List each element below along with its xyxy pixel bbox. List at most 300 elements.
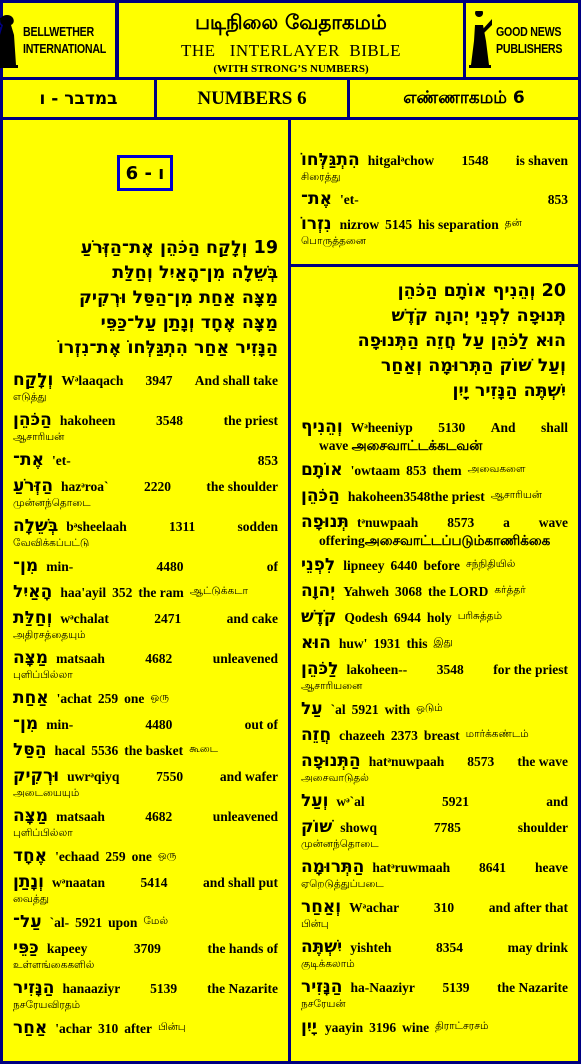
gloss-part: one bbox=[124, 691, 145, 706]
word-entry bbox=[291, 1017, 578, 1037]
bellwether-logo-text bbox=[23, 23, 106, 57]
word-line bbox=[13, 806, 278, 826]
gloss bbox=[350, 940, 568, 956]
gloss-part: shoulder bbox=[517, 820, 568, 835]
gloss-part: the shoulder bbox=[206, 479, 278, 494]
strongs-number: 8641 bbox=[479, 860, 507, 875]
hebrew-word: אַחַת bbox=[13, 688, 49, 708]
word-line bbox=[13, 450, 278, 470]
hebrew-word: אוֹתָם bbox=[301, 460, 343, 480]
strongs-number: 310 bbox=[98, 1021, 119, 1036]
tamil-gloss: வேவிக்கப்பட்டு bbox=[13, 537, 90, 549]
gloss bbox=[348, 489, 568, 505]
title-main: THE INTERLAYER BIBLE bbox=[180, 41, 402, 60]
word-line bbox=[301, 791, 568, 811]
strongs-number: 853 bbox=[257, 453, 278, 468]
gloss-part: and shall put bbox=[202, 875, 278, 890]
gloss-part: the Nazarite bbox=[207, 981, 278, 996]
gloss-part: breast bbox=[423, 728, 460, 743]
tamil-gloss: ஒரு bbox=[157, 849, 177, 861]
strongs-number: 7785 bbox=[433, 820, 461, 835]
logo-line-2: PUBLISHERS bbox=[496, 41, 563, 56]
hebrew-word: מִן־ bbox=[13, 556, 39, 576]
strongs-number: 3709 bbox=[133, 941, 161, 956]
strongs-number: 5921 bbox=[75, 915, 103, 930]
word-line bbox=[301, 555, 568, 575]
word-line bbox=[301, 417, 568, 437]
strongs-number: 310 bbox=[433, 900, 455, 915]
hebrew-word: יָיִן bbox=[301, 1017, 317, 1037]
strongs-number: 3947 bbox=[145, 373, 173, 388]
strongs-number: 3196 bbox=[369, 1020, 397, 1035]
strongs-number: 5130 bbox=[438, 420, 466, 435]
hebrew-word: נִזְרוֹ bbox=[301, 214, 332, 234]
gloss-part: wine bbox=[402, 1020, 430, 1035]
gloss-part: may drink bbox=[507, 940, 568, 955]
gloss-part: after bbox=[124, 1021, 153, 1036]
word-line bbox=[301, 607, 568, 627]
hebrew-word: מַצָּה bbox=[13, 648, 49, 668]
strongs-number: 1311 bbox=[168, 519, 196, 534]
gloss-part: with bbox=[384, 702, 411, 717]
word-line bbox=[13, 608, 278, 628]
gloss bbox=[60, 413, 278, 429]
word-entry bbox=[3, 450, 288, 470]
strongs-number: 6440 bbox=[390, 558, 418, 573]
strongs-number: 3068 bbox=[394, 584, 422, 599]
gloss-part: Wᵊlaaqach bbox=[61, 373, 124, 388]
strongs-number: 4480 bbox=[156, 559, 184, 574]
word-entry bbox=[291, 817, 578, 851]
strongs-number: 259 bbox=[97, 691, 119, 706]
word-line bbox=[301, 581, 568, 601]
gloss bbox=[46, 559, 278, 575]
strongs-number: 6944 bbox=[393, 610, 421, 625]
tamil-gloss: மேல் bbox=[143, 915, 169, 927]
tamil-gloss: முன்னந்தொடை bbox=[13, 497, 91, 509]
strongs-number: 4480 bbox=[145, 717, 173, 732]
gloss bbox=[369, 754, 568, 770]
word-entry bbox=[291, 555, 578, 575]
gloss bbox=[343, 584, 568, 600]
gloss-part: unleavened bbox=[212, 651, 278, 666]
gloss bbox=[56, 809, 278, 825]
strongs-number: 853 bbox=[406, 463, 427, 478]
word-entry bbox=[3, 846, 288, 866]
hebrew-word: הִתְגַּלְּחוֹ bbox=[301, 150, 360, 170]
strongs-number: 5145 bbox=[385, 217, 413, 232]
gloss bbox=[55, 743, 278, 759]
gloss-part: holy bbox=[426, 610, 452, 625]
hebrew-word: הַכֹּהֵן bbox=[13, 410, 52, 430]
word-entry bbox=[3, 740, 288, 760]
hebrew-verse-19 bbox=[58, 236, 278, 361]
word-entry bbox=[291, 725, 578, 745]
logo-line-1: GOOD NEWS bbox=[496, 24, 562, 39]
verse-line: 19 וְלָקַח הַכֹּהֵן אֶת־הַזְּרֹעַ bbox=[80, 238, 278, 258]
word-entry bbox=[291, 937, 578, 971]
tamil-gloss: அவைகளை bbox=[467, 463, 526, 475]
verse-label bbox=[117, 155, 173, 191]
tamil-gloss: அதிரசத்தையும் bbox=[13, 629, 86, 641]
gloss bbox=[340, 217, 568, 233]
gloss-part: wᵊ`al bbox=[336, 794, 365, 809]
strongs-number: 5921 bbox=[441, 794, 469, 809]
gloss bbox=[336, 794, 568, 810]
verse-line: יִשְׁתֶּה הַנָּזִיר יָיִן bbox=[452, 381, 566, 401]
gloss-part: his separation bbox=[418, 217, 499, 232]
logo-line-1: BELLWETHER bbox=[22, 24, 94, 39]
gloss-part: a bbox=[503, 515, 510, 530]
word-line bbox=[13, 938, 278, 958]
tamil-gloss: ஆசாரியனை bbox=[301, 680, 363, 692]
word-line bbox=[301, 150, 568, 170]
gloss-part: of bbox=[266, 559, 278, 574]
hebrew-verse-20 bbox=[358, 279, 566, 404]
gloss-part: Wᵊachar bbox=[349, 900, 400, 915]
hebrew-book-label: במדבר - ו bbox=[39, 88, 118, 109]
gloss-part: hitgalᵊchow bbox=[367, 153, 435, 168]
verse-line: מַצָּה אַחַת מִן־הַסַּל וּרְקִיק bbox=[78, 288, 278, 308]
gloss bbox=[46, 717, 278, 733]
tamil-gloss: ஆசாரியன் bbox=[490, 489, 543, 501]
word-line bbox=[301, 512, 568, 532]
gloss-part: lakoheen-- bbox=[346, 662, 408, 677]
strongs-number: 4682 bbox=[145, 651, 173, 666]
tamil-gloss: பின்பு bbox=[301, 918, 329, 930]
verse-label-text: ו - 6 bbox=[125, 162, 165, 184]
hebrew-word: אַחַר bbox=[13, 1018, 48, 1038]
strongs-number: 2471 bbox=[154, 611, 182, 626]
right-bottom-column bbox=[291, 267, 578, 1061]
gloss-part: hanaaziyr bbox=[62, 981, 121, 996]
strongs-number: 1548 bbox=[461, 153, 489, 168]
hebrew-word: כַּפֵּי bbox=[13, 938, 39, 958]
word-entry bbox=[291, 699, 578, 719]
strongs-number: 5536 bbox=[91, 743, 119, 758]
gloss-part: 'owtaam bbox=[350, 463, 401, 478]
word-entry bbox=[3, 766, 288, 800]
gloss-part: wᵊnaatan bbox=[52, 875, 106, 890]
gloss-part: showq bbox=[340, 820, 378, 835]
word-entry bbox=[291, 417, 578, 454]
strongs-number: 3548 bbox=[436, 662, 464, 677]
hebrew-word: הַנָּזִיר bbox=[301, 977, 343, 997]
gloss-part: `al bbox=[330, 702, 346, 717]
gloss bbox=[372, 860, 568, 876]
gloss-part: `al- bbox=[49, 915, 70, 930]
word-line bbox=[301, 659, 568, 679]
word-line bbox=[13, 476, 278, 496]
gloss-part: matsaah bbox=[56, 651, 105, 666]
hebrew-word: עַל־ bbox=[13, 912, 42, 932]
hebrew-word: אֶת־ bbox=[13, 450, 45, 470]
word-line bbox=[301, 1017, 568, 1037]
hebrew-word: יִשְׁתֶּה bbox=[301, 937, 343, 957]
word-line bbox=[301, 486, 568, 506]
gloss bbox=[61, 479, 278, 495]
word-entry bbox=[3, 516, 288, 550]
gloss bbox=[67, 769, 278, 785]
gloss-part: and bbox=[546, 794, 568, 809]
tamil-gloss: புளிப்பில்லா bbox=[13, 669, 73, 681]
gloss bbox=[350, 980, 568, 996]
word-entry bbox=[3, 1018, 288, 1038]
word-entry bbox=[291, 460, 578, 480]
tamil-gloss: நசரேயன் bbox=[301, 998, 346, 1010]
hebrew-word: מַצָּה bbox=[13, 806, 49, 826]
strongs-number: 3548 bbox=[155, 413, 183, 428]
gloss-part: tᵊnuwpaah bbox=[357, 515, 419, 530]
gloss-part: for the priest bbox=[493, 662, 568, 677]
verse-line: וְעַל שׁוֹק הַתְּרוּמָה וְאַחַר bbox=[380, 356, 566, 376]
word-entry bbox=[3, 370, 288, 404]
gloss bbox=[340, 820, 568, 836]
gloss bbox=[56, 651, 278, 667]
verse-line: הוּא לַכֹּהֵן עַל חֲזֵה הַתְּנוּפָה bbox=[357, 331, 566, 351]
word-line bbox=[13, 648, 278, 668]
word-entry bbox=[291, 214, 578, 248]
gloss-part: hakoheen bbox=[59, 413, 116, 428]
tamil-gloss: முன்னந்தொடை bbox=[301, 838, 379, 850]
word-line bbox=[13, 410, 278, 430]
strongs-number: 5139 bbox=[442, 980, 470, 995]
bellwether-logo-panel bbox=[3, 3, 115, 77]
tamil-gloss: பரிசுத்தம் bbox=[457, 610, 503, 622]
gloss-part: shall bbox=[540, 420, 568, 435]
gloss-part: upon bbox=[108, 915, 138, 930]
verse-line: הַנָּזִיר אַחַר הִתְגַּלְּחוֹ אֶת־נִזְרוֹ bbox=[57, 338, 278, 358]
word-line bbox=[301, 897, 568, 917]
gloss-part: yishteh bbox=[350, 940, 392, 955]
hebrew-word: וְלָקַח bbox=[13, 370, 54, 390]
tamil-gloss: கர்த்தர் bbox=[494, 584, 526, 596]
gloss bbox=[343, 558, 568, 574]
word-line bbox=[301, 817, 568, 837]
hebrew-word: הַסַּל bbox=[13, 740, 47, 760]
strongs-number: 8354 bbox=[436, 940, 464, 955]
gloss bbox=[50, 915, 278, 931]
strongs-number: 7550 bbox=[156, 769, 184, 784]
gloss bbox=[331, 702, 568, 718]
gloss bbox=[351, 420, 568, 436]
gloss-part: bᵊsheelaah bbox=[66, 519, 127, 534]
tamil-gloss: பொருத்தனை bbox=[301, 235, 366, 247]
word-line bbox=[301, 977, 568, 997]
gloss-part: huw' bbox=[338, 636, 368, 651]
verse-line: 20 וְהֵנִיף אוֹתָם הַכֹּהֵן bbox=[397, 281, 566, 301]
gloss-part: 'et- bbox=[52, 453, 71, 468]
word-line bbox=[13, 1018, 278, 1038]
word-line bbox=[301, 751, 568, 771]
hebrew-word: מִן־ bbox=[13, 714, 39, 734]
word-line bbox=[13, 556, 278, 576]
ram-logo-icon bbox=[0, 11, 20, 69]
good-news-logo-panel bbox=[466, 3, 578, 77]
word-entry bbox=[3, 714, 288, 734]
word-entry bbox=[291, 791, 578, 811]
good-news-logo-text bbox=[496, 23, 562, 57]
gloss-part: sodden bbox=[237, 519, 278, 534]
word-entry bbox=[3, 582, 288, 602]
gloss-part: hatᵊnuwpaah bbox=[368, 754, 445, 769]
gloss-part: and after that bbox=[488, 900, 568, 915]
gloss bbox=[60, 585, 278, 601]
gloss bbox=[57, 691, 278, 707]
hebrew-word: קֹדֶשׁ bbox=[301, 607, 337, 627]
tamil-gloss: நசரேயவிரதம் bbox=[13, 999, 81, 1011]
gloss bbox=[346, 662, 568, 678]
hebrew-word: הוּא bbox=[301, 633, 331, 653]
hebrew-word: וְנָתַן bbox=[13, 872, 44, 892]
hebrew-word: אֶחָד bbox=[13, 846, 48, 866]
tamil-gloss: திராட்சரசம் bbox=[435, 1020, 489, 1032]
gloss bbox=[325, 1020, 568, 1036]
gloss-part: hazᵊroa` bbox=[61, 479, 109, 494]
gloss-part: the hands of bbox=[207, 941, 278, 956]
gloss bbox=[60, 611, 278, 627]
word-entry bbox=[291, 977, 578, 1011]
tamil-gloss: அடையையும் bbox=[13, 787, 80, 799]
hebrew-word: לִפְנֵי bbox=[301, 555, 336, 575]
gloss-part: matsaah bbox=[56, 809, 105, 824]
gloss bbox=[339, 636, 568, 652]
gloss-part: Qodesh bbox=[344, 610, 388, 625]
hebrew-word: וְעַל bbox=[301, 791, 329, 811]
gloss-part: hacal bbox=[54, 743, 86, 758]
strongs-number: 8573 bbox=[467, 754, 495, 769]
gloss bbox=[340, 192, 568, 208]
gloss bbox=[66, 519, 278, 535]
strongs-number: 2373 bbox=[390, 728, 418, 743]
word-entry bbox=[3, 556, 288, 576]
word-line bbox=[13, 582, 278, 602]
word-entry bbox=[3, 648, 288, 682]
word-list-right-bottom bbox=[291, 417, 578, 1043]
title-tamil: படிநிலை வேதாகமம் bbox=[195, 10, 387, 34]
gloss-part: the ram bbox=[138, 585, 184, 600]
gloss-part: uwrᵊqiyq bbox=[67, 769, 120, 784]
strongs-number: 352 bbox=[112, 585, 133, 600]
word-list-right-top bbox=[291, 150, 578, 253]
gloss-part: chazeeh bbox=[339, 728, 385, 743]
strongs-number: 853 bbox=[547, 192, 568, 207]
hebrew-word: אֶת־ bbox=[301, 189, 333, 209]
gloss-part: lipneey bbox=[343, 558, 385, 573]
word-line bbox=[13, 516, 278, 536]
gloss-part: ha-Naaziyr bbox=[350, 980, 415, 995]
hebrew-word: וְאַחַר bbox=[301, 897, 342, 917]
gloss-part: 'et- bbox=[340, 192, 359, 207]
hebrew-word: וְהֵנִיף bbox=[301, 417, 343, 437]
word-line bbox=[301, 189, 568, 209]
gloss-part: the basket bbox=[124, 743, 184, 758]
hebrew-word: הַכֹּהֵן bbox=[301, 486, 340, 506]
word-entry bbox=[3, 608, 288, 642]
word-line bbox=[13, 370, 278, 390]
hebrew-word: הָאַיִל bbox=[13, 582, 53, 602]
tamil-gloss: இது bbox=[433, 636, 453, 648]
hebrew-word: וּרְקִיק bbox=[13, 766, 60, 786]
strongs-number: 259 bbox=[105, 849, 126, 864]
word-entry bbox=[3, 872, 288, 906]
word-entry bbox=[291, 633, 578, 653]
hebrew-word: תְּנוּפָה bbox=[301, 512, 350, 532]
gloss bbox=[61, 373, 278, 389]
hebrew-book-title bbox=[3, 80, 154, 117]
gloss-part: nizrow bbox=[339, 217, 380, 232]
gloss-part: min- bbox=[46, 717, 74, 732]
word-line bbox=[301, 633, 568, 653]
gloss-part: yaayin bbox=[324, 1020, 364, 1035]
word-entry bbox=[3, 806, 288, 840]
tamil-gloss: பின்பு bbox=[158, 1021, 186, 1033]
gloss-part: and cake bbox=[226, 611, 278, 626]
gloss bbox=[339, 728, 568, 744]
word-line bbox=[301, 725, 568, 745]
strongs-number: 2220 bbox=[143, 479, 171, 494]
gloss-part: before bbox=[423, 558, 460, 573]
gloss-part: one bbox=[131, 849, 152, 864]
gloss bbox=[351, 463, 568, 479]
hebrew-word: בְּשֵׁלָה bbox=[13, 516, 59, 536]
gloss-part: and wafer bbox=[219, 769, 278, 784]
gloss-part: the wave bbox=[517, 754, 568, 769]
word-line bbox=[13, 912, 278, 932]
gloss-part: them bbox=[432, 463, 462, 478]
gloss-part: 'achar bbox=[55, 1021, 93, 1036]
tamil-gloss: சந்நிதியில் bbox=[465, 558, 516, 570]
hebrew-word: שׁוֹק bbox=[301, 817, 333, 837]
gloss-part: 'achat bbox=[56, 691, 92, 706]
gloss bbox=[368, 153, 568, 169]
strongs-number: 4682 bbox=[145, 809, 173, 824]
gloss bbox=[55, 1021, 278, 1037]
gloss-continuation: wave அசைவாட்டக்கடவன் bbox=[319, 438, 483, 453]
hebrew-word: לַכֹּהֵן bbox=[301, 659, 339, 679]
strongs-number: 1931 bbox=[373, 636, 401, 651]
word-entry bbox=[291, 607, 578, 627]
word-list-left bbox=[3, 370, 288, 1044]
word-entry bbox=[3, 978, 288, 1012]
word-entry bbox=[291, 150, 578, 184]
tamil-gloss: உள்ளங்கைகளில் bbox=[13, 959, 95, 971]
logo-line-2: INTERNATIONAL bbox=[22, 41, 106, 56]
word-entry bbox=[291, 486, 578, 506]
hebrew-word: הַזְּרֹעַ bbox=[13, 476, 54, 496]
tamil-gloss: ஏறெடுத்துப்படை bbox=[301, 878, 384, 890]
tamil-gloss: தன் bbox=[504, 217, 522, 229]
gloss-part: kapeey bbox=[46, 941, 88, 956]
word-line bbox=[13, 714, 278, 734]
verse-line: בְּשֵׁלָה מִן־הָאַיִל וְחַלַּת bbox=[112, 263, 278, 283]
hebrew-word: יְהוָה bbox=[301, 581, 336, 601]
english-book-title bbox=[157, 80, 347, 117]
tamil-gloss: புளிப்பில்லா bbox=[13, 827, 73, 839]
verse-line: תְּנוּפָה לִפְנֵי יְהוָה קֹדֶשׁ bbox=[391, 306, 566, 326]
word-line bbox=[13, 846, 278, 866]
strongs-number: 8573 bbox=[447, 515, 475, 530]
gloss bbox=[52, 453, 278, 469]
gloss bbox=[47, 941, 278, 957]
tamil-gloss: அசைவாடுதல் bbox=[301, 772, 369, 784]
word-entry bbox=[291, 857, 578, 891]
gloss bbox=[344, 610, 568, 626]
hebrew-word: וְחַלַּת bbox=[13, 608, 53, 628]
word-line bbox=[13, 766, 278, 786]
strongs-number: 5921 bbox=[351, 702, 379, 717]
left-column bbox=[3, 120, 288, 1061]
